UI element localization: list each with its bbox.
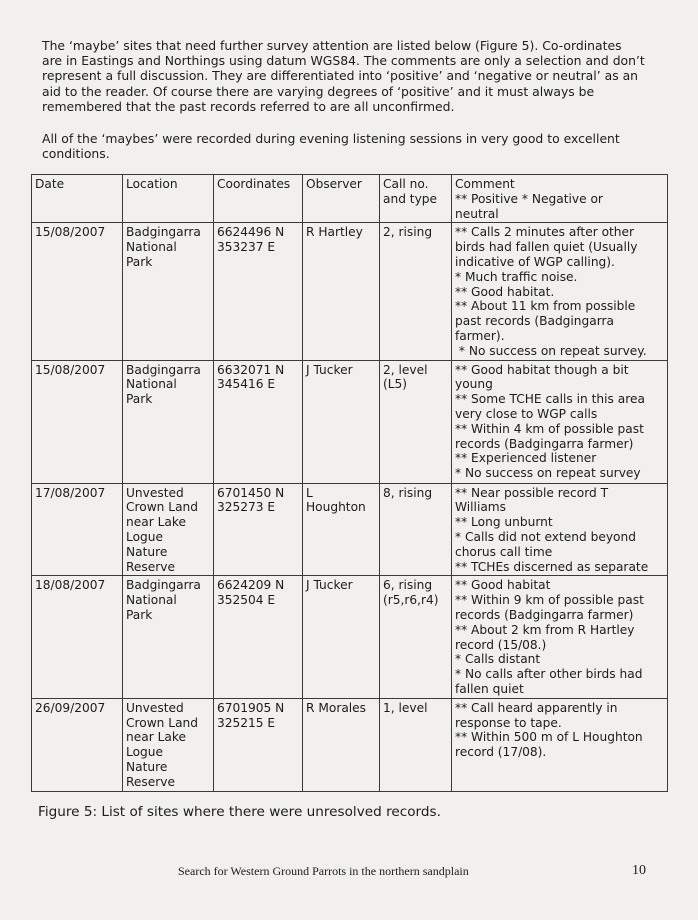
observer-cell	[303, 576, 380, 698]
date-cell: 18/08/2007	[32, 576, 123, 698]
location-cell-line: Logue	[126, 745, 163, 760]
comment-cell-line: * No success on repeat survey.	[455, 343, 647, 358]
table-row	[32, 576, 668, 698]
call-cell	[380, 360, 452, 483]
location-cell-line: Park	[126, 607, 153, 622]
location-cell-line: National	[126, 593, 177, 608]
call-cell	[380, 698, 452, 791]
comment-cell-line: * Much traffic noise.	[455, 269, 578, 284]
comment-cell-line: ** Good habitat.	[455, 284, 555, 299]
location-cell-line: Crown Land	[126, 500, 198, 515]
date-cell: 26/09/2007	[32, 698, 123, 791]
comment-cell-line: ** Within 4 km of possible past	[455, 421, 644, 436]
location-cell-line: Badgingarra	[126, 578, 201, 593]
date-cell: 15/08/2007	[32, 223, 123, 360]
header-call-line: Call no.	[383, 177, 429, 191]
observer-cell	[303, 223, 380, 360]
comment-cell-line: ** Within 9 km of possible past	[455, 593, 644, 608]
comment-cell-line: young	[455, 377, 493, 392]
location-cell-line: Park	[126, 392, 153, 407]
call-cell-line: (L5)	[383, 377, 408, 392]
coordinates-cell-line: 345416 E	[217, 377, 276, 392]
location-cell-line: Badgingarra	[126, 362, 201, 377]
header-comment-line: ** Positive * Negative or	[455, 191, 603, 206]
figure-caption: Figure 5: List of sites where there were unresolved records.	[38, 804, 441, 820]
call-cell-line: 8, rising	[383, 485, 433, 500]
conditions-line: All of the ‘maybes’ were recorded during evening listening sessions in very good to excellent	[42, 131, 620, 146]
location-cell-line: Reserve	[126, 774, 175, 789]
comment-cell-line: ** Good habitat though a bit	[455, 362, 629, 377]
comment-cell-line: farmer).	[455, 328, 505, 343]
coordinates-cell	[214, 360, 303, 483]
coordinates-cell-line: 6701905 N	[217, 700, 285, 715]
call-cell	[380, 576, 452, 698]
comment-cell-line: indicative of WGP calling).	[455, 254, 615, 269]
comment-cell-line: response to tape.	[455, 715, 562, 730]
comment-cell-line: * Calls distant	[455, 652, 541, 667]
intro-paragraph	[42, 38, 662, 114]
call-cell	[380, 223, 452, 360]
coordinates-cell-line: 352504 E	[217, 593, 276, 608]
table-row	[32, 360, 668, 483]
comment-cell-line: past records (Badgingarra	[455, 314, 615, 329]
location-cell-line: Unvested	[126, 700, 184, 715]
table-row	[32, 483, 668, 576]
comment-cell-line: ** Long unburnt	[455, 515, 553, 530]
location-cell-line: National	[126, 240, 177, 255]
unresolved-records-table	[31, 174, 668, 792]
location-cell-line: Logue	[126, 529, 163, 544]
observer-cell-line: J Tucker	[306, 362, 353, 377]
comment-cell-line: ** Some TCHE calls in this area	[455, 392, 645, 407]
conditions-line: conditions.	[42, 146, 110, 162]
header-comment-line: neutral	[455, 206, 499, 221]
comment-cell-line: ** About 2 km from R Hartley	[455, 622, 635, 637]
comment-cell	[452, 223, 668, 360]
observer-cell	[303, 698, 380, 791]
observer-cell-line: R Morales	[306, 700, 367, 715]
location-cell-line: Park	[126, 254, 153, 269]
intro-line: aid to the reader. Of course there are varying degrees of ‘positive’ and it must always be	[42, 83, 595, 99]
location-cell	[123, 223, 214, 360]
header-observer: Observer	[303, 175, 380, 223]
call-cell-line: 2, rising	[383, 225, 433, 240]
location-cell-line: Reserve	[126, 559, 175, 574]
comment-cell-line: Williams	[455, 500, 507, 515]
comment-cell-line: birds had fallen quiet (Usually	[455, 240, 638, 255]
header-call	[380, 175, 452, 223]
location-cell-line: Crown Land	[126, 715, 198, 730]
coordinates-cell-line: 6701450 N	[217, 485, 285, 500]
observer-cell-line: Houghton	[306, 500, 366, 515]
location-cell-line: National	[126, 377, 177, 392]
comment-cell	[452, 360, 668, 483]
comment-cell-line: record (15/08.)	[455, 637, 547, 652]
comment-cell-line: very close to WGP calls	[455, 406, 598, 421]
comment-cell	[452, 698, 668, 791]
comment-cell-line: fallen quiet	[455, 681, 524, 696]
date-cell: 15/08/2007	[32, 360, 123, 483]
location-cell	[123, 483, 214, 576]
location-cell-line: Nature	[126, 544, 168, 559]
observer-cell	[303, 360, 380, 483]
table-row	[32, 223, 668, 360]
comment-cell-line: ** Call heard apparently in	[455, 700, 618, 715]
header-call-line: and type	[383, 191, 438, 206]
comment-cell-line: chorus call time	[455, 544, 553, 559]
comment-cell-line: record (17/08).	[455, 745, 547, 760]
comment-cell	[452, 576, 668, 698]
comment-cell-line: * No calls after other birds had	[455, 667, 643, 682]
comment-cell-line: ** Experienced listener	[455, 451, 597, 466]
coordinates-cell-line: 6624496 N	[217, 225, 285, 240]
coordinates-cell-line: 325273 E	[217, 500, 276, 515]
header-date: Date	[32, 175, 123, 223]
header-comment	[452, 175, 668, 223]
location-cell	[123, 360, 214, 483]
header-coordinates: Coordinates	[214, 175, 303, 223]
coordinates-cell	[214, 483, 303, 576]
coordinates-cell-line: 325215 E	[217, 715, 276, 730]
header-comment-line: Comment	[455, 177, 515, 191]
location-cell	[123, 698, 214, 791]
observer-cell-line: J Tucker	[306, 578, 353, 593]
call-cell	[380, 483, 452, 576]
page-number: 10	[632, 863, 646, 878]
intro-line: represent a full discussion. They are differentiated into ‘positive’ and ‘negative or neutral’ as an	[42, 68, 639, 84]
call-cell-line: 2, level	[383, 362, 428, 377]
observer-cell	[303, 483, 380, 576]
comment-cell-line: ** About 11 km from possible	[455, 299, 636, 314]
comment-cell-line: ** TCHEs discerned as separate	[455, 559, 649, 574]
header-location: Location	[123, 175, 214, 223]
comment-cell-line: ** Good habitat	[455, 578, 551, 593]
coordinates-cell-line: 6624209 N	[217, 578, 285, 593]
comment-cell-line: * Calls did not extend beyond	[455, 529, 636, 544]
location-cell-line: Unvested	[126, 485, 184, 500]
table-header-row	[32, 175, 668, 223]
intro-line: The ‘maybe’ sites that need further survey attention are listed below (Figure 5). Co-ordinates	[42, 38, 622, 53]
coordinates-cell-line: 353237 E	[217, 240, 276, 255]
comment-cell	[452, 483, 668, 576]
comment-cell-line: records (Badgingarra farmer)	[455, 436, 634, 451]
coordinates-cell	[214, 576, 303, 698]
intro-line: remembered that the past records referred to are all unconfirmed.	[42, 98, 455, 114]
location-cell-line: Badgingarra	[126, 225, 201, 240]
comment-cell-line: records (Badgingarra farmer)	[455, 607, 634, 622]
comment-cell-line: * No success on repeat survey	[455, 466, 641, 481]
observer-cell-line: L	[306, 485, 313, 500]
call-cell-line: 1, level	[383, 700, 428, 715]
comment-cell-line: ** Calls 2 minutes after other	[455, 225, 635, 240]
date-cell: 17/08/2007	[32, 483, 123, 576]
location-cell-line: near Lake	[126, 515, 186, 530]
conditions-paragraph	[42, 131, 662, 161]
footer-title: Search for Western Ground Parrots in the northern sandplain	[178, 864, 469, 878]
observer-cell-line: R Hartley	[306, 225, 363, 240]
intro-line: are in Eastings and Northings using datum WGS84. The comments are only a selection and don’t	[42, 53, 645, 69]
location-cell-line: Nature	[126, 759, 168, 774]
coordinates-cell	[214, 698, 303, 791]
comment-cell-line: ** Within 500 m of L Houghton	[455, 730, 643, 745]
coordinates-cell	[214, 223, 303, 360]
table-row	[32, 698, 668, 791]
call-cell-line: 6, rising	[383, 578, 433, 593]
comment-cell-line: ** Near possible record T	[455, 485, 609, 500]
location-cell	[123, 576, 214, 698]
coordinates-cell-line: 6632071 N	[217, 362, 285, 377]
location-cell-line: near Lake	[126, 730, 186, 745]
call-cell-line: (r5,r6,r4)	[383, 593, 439, 608]
